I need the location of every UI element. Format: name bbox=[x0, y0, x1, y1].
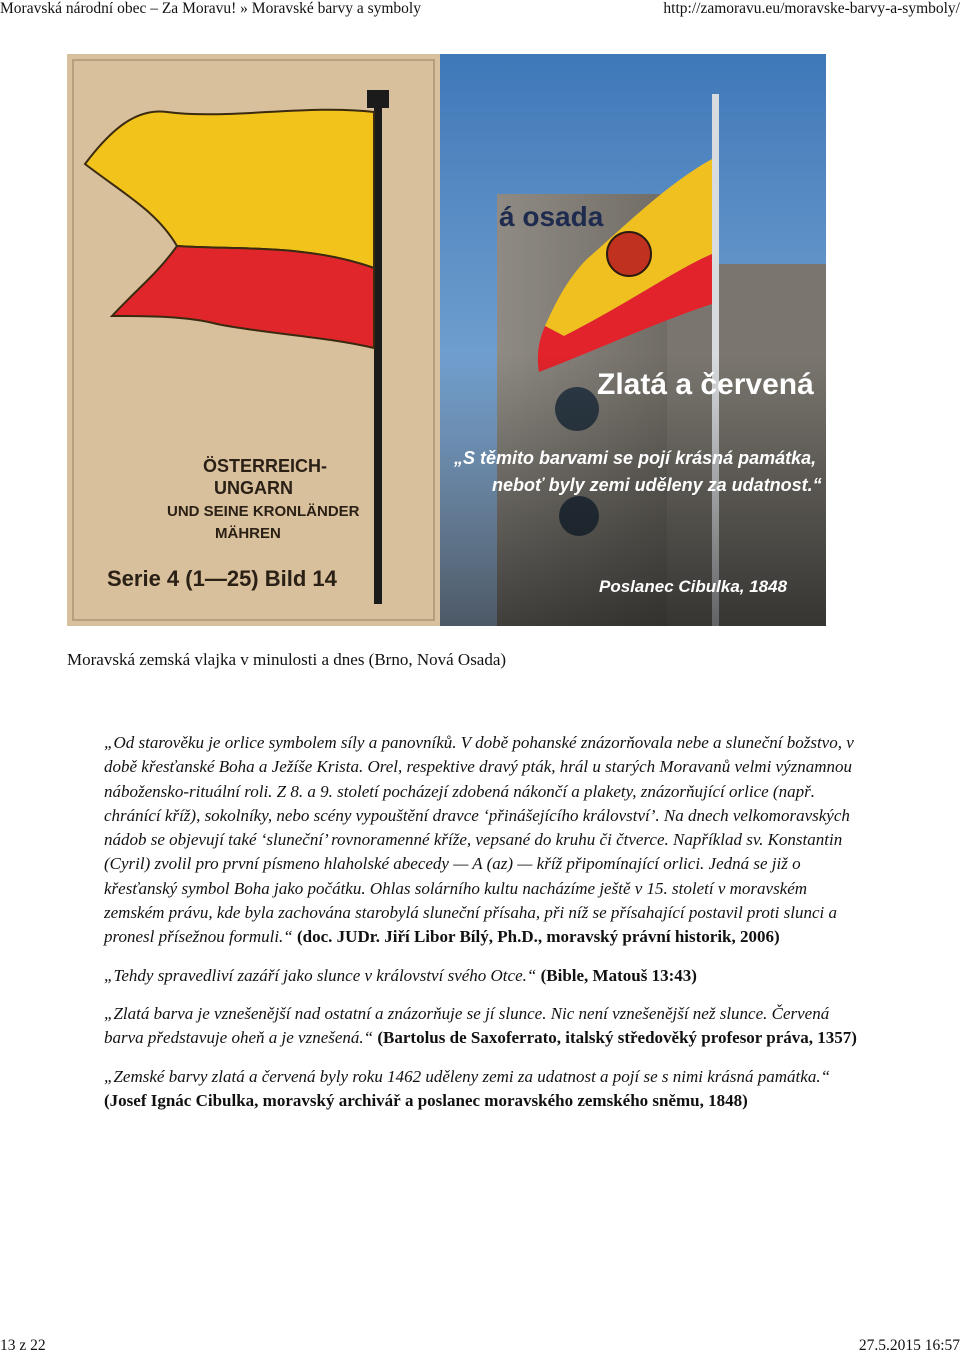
flag-illustration bbox=[67, 54, 826, 626]
quote-source: (Bartolus de Saxoferrato, italský středověký profesor práva, 1357) bbox=[377, 1028, 857, 1048]
print-header-title: Moravská národní obec – Za Moravu! » Moravské barvy a symboly bbox=[0, 0, 421, 17]
quote-source: (doc. JUDr. Jiří Libor Bílý, Ph.D., moravský právní historik, 2006) bbox=[297, 927, 780, 947]
page-counter: 13 z 22 bbox=[0, 1337, 46, 1354]
quote-paragraph bbox=[104, 1065, 864, 1114]
building-lettering: á osada bbox=[499, 201, 604, 232]
quotes-block bbox=[104, 731, 864, 1113]
photo-signature: Poslanec Cibulka, 1848 bbox=[599, 577, 788, 596]
flagpole-old bbox=[374, 92, 382, 604]
card-line-1: ÖSTERREICH- bbox=[203, 456, 328, 476]
print-timestamp: 27.5.2015 16:57 bbox=[858, 1337, 960, 1354]
card-serie: Serie 4 (1—25) Bild 14 bbox=[107, 566, 337, 591]
print-header-url: http://zamoravu.eu/moravske-barvy-a-symboly/ bbox=[663, 0, 960, 17]
quote-text: „Tehdy spravedliví zazáří jako slunce v království svého Otce.“ bbox=[104, 965, 537, 985]
card-line-4: MÄHREN bbox=[215, 525, 281, 542]
quote-paragraph bbox=[104, 731, 864, 950]
card-line-3: UND SEINE KRONLÄNDER bbox=[167, 503, 360, 520]
quote-source: (Bible, Matouš 13:43) bbox=[540, 965, 697, 985]
eagle-emblem bbox=[607, 232, 651, 276]
quote-text: „Od starověku je orlice symbolem síly a panovníků. V době pohanské znázorňovala nebe a sluneční božstvo, v době křesťanské Boha a Ježíše Krista. Orel, respektive dravý pták, hrál u starých Moravanů velmi významnou nábožensko-rituální roli. Z 8. a 9. století pocházejí zdobená nákončí a plakety, znázorňující orlice (např. chránící kříž), sokolníky, nebo scény vypouštění dravce ‘přinášejícího království’. Na dnech velkomoravských nádob se objevují také ‘sluneční’ rovnoramenné kříže, vepsané do kruhu či čtverce. Například sv. Konstantin (Cyril) zvolil pro první písmeno hlaholské abecedy — A (az) — kříž připomínající orlici. Jedná se již o křesťanský symbol Boha jako počátku. Ohlas solárního kultu nacházíme ještě v 15. století v moravském zemském právu, kde byla zachována starobylá sluneční přísaha, při níž se přísahající postavil proti slunci a pronesl přísežnou formuli.“ bbox=[104, 733, 854, 947]
quote-paragraph bbox=[104, 1002, 864, 1051]
quote-paragraph bbox=[104, 964, 864, 988]
quote-text: „Zlatá barva je vznešenější nad ostatní a znázorňuje se jí slunce. Nic není vznešenější než slunce. Červená barva představuje oheň a je vznešená.“ bbox=[104, 1003, 830, 1048]
photo-quote-line2: neboť byly zemi uděleny za udatnost.“ bbox=[492, 475, 822, 495]
image-caption: Moravská zemská vlajka v minulosti a dnes (Brno, Nová Osada) bbox=[67, 650, 507, 669]
photo-title: Zlatá a červená bbox=[597, 368, 814, 401]
quote-text: „Zemské barvy zlatá a červená byly roku 1462 uděleny zemi za udatnost a pojí se s nimi krásná památka.“ bbox=[104, 1066, 831, 1086]
flag-image bbox=[67, 54, 826, 626]
photo-quote-line1: „S těmito barvami se pojí krásná památka, bbox=[454, 448, 817, 468]
quote-source: (Josef Ignác Cibulka, moravský archivář a poslanec moravského zemského sněmu, 1848) bbox=[104, 1090, 748, 1110]
card-line-2: UNGARN bbox=[214, 478, 293, 498]
